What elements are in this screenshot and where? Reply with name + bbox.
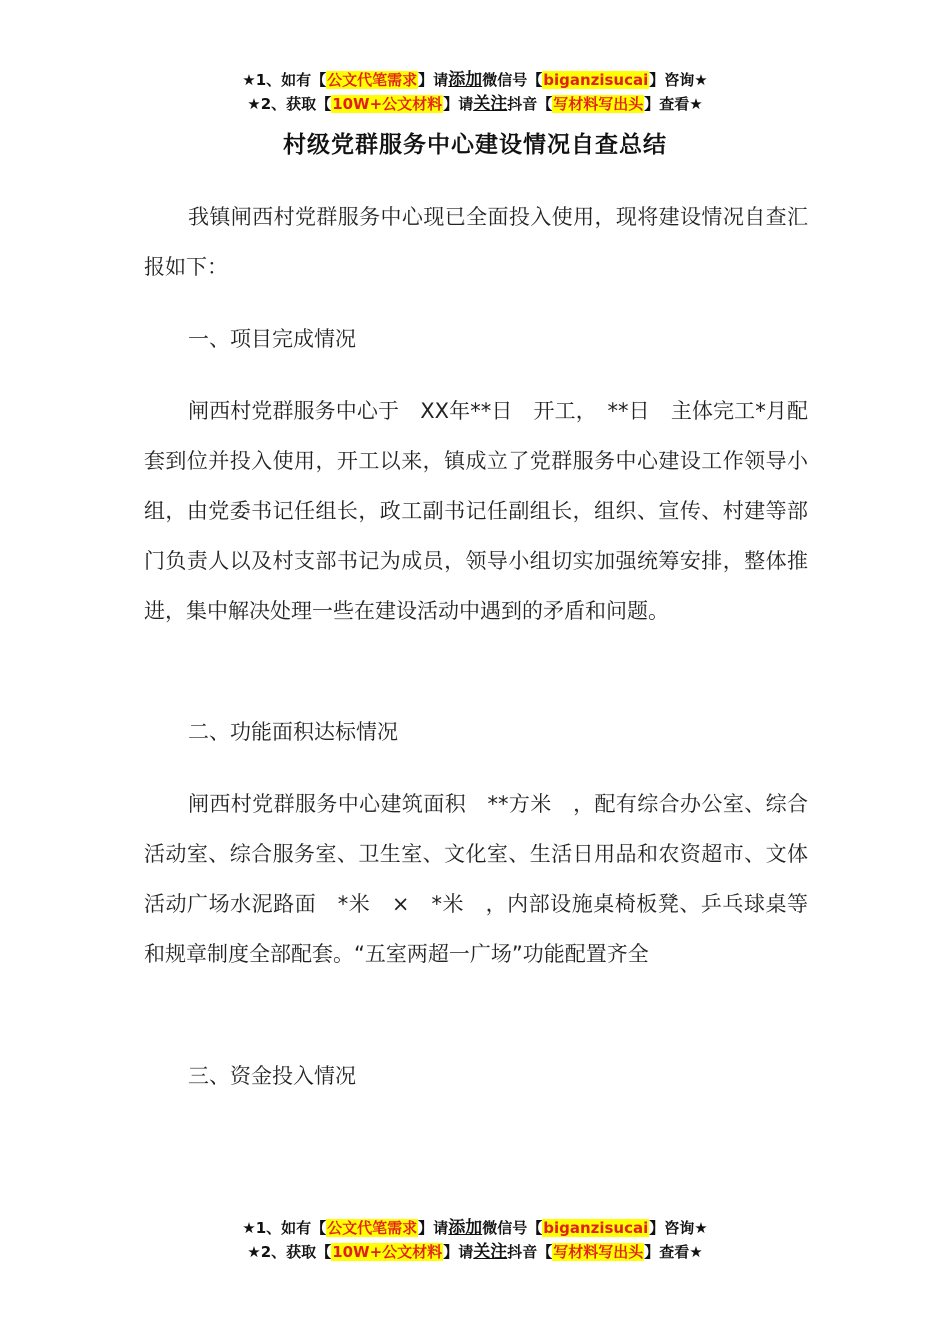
banner-text: ★1、如有【 <box>242 71 327 89</box>
highlight-douyin: 写材料写出头 <box>553 95 644 113</box>
section-2-paragraph <box>144 779 808 979</box>
intro-paragraph <box>144 192 808 292</box>
banner-text: ★2、获取【 <box>247 1243 332 1261</box>
section-3-heading <box>144 1051 808 1101</box>
banner-emphasis: 关注 <box>473 1242 508 1262</box>
banner-text: 】咨询★ <box>649 1219 708 1237</box>
bottom-banner <box>0 1216 950 1264</box>
highlight-douyin: 写材料写出头 <box>553 1243 644 1261</box>
highlight-materials: 10W+公文材料 <box>332 95 443 113</box>
section-heading-text: 三、资金投入情况 <box>188 1064 356 1088</box>
banner-text: 微信号【 <box>482 1219 543 1237</box>
section-2-heading <box>144 707 808 757</box>
banner-text: 】请 <box>418 1219 449 1237</box>
highlight-wechat-id: biganzisucai <box>543 1219 649 1237</box>
banner-text: 】请 <box>418 71 449 89</box>
banner-text: ★2、获取【 <box>247 95 332 113</box>
section-1-text: 闸西村党群服务中心于 XX年**日 开工， **日 主体完工*月配套到位并投入使用，开工以来，镇成立了党群服务中心建设工作领导小组，由党委书记任组长，政工副书记任副组长，组织、宣传、村建等部门负责人以及村支部书记为成员，领导小组切实加强统筹安排，整体推进，集中解决处理一些在建设活动中遇到的矛盾和问题。 <box>144 399 808 623</box>
highlight-materials: 10W+公文材料 <box>332 1243 443 1261</box>
highlight-wechat-id: biganzisucai <box>543 71 649 89</box>
section-1-paragraph <box>144 386 808 636</box>
banner-line-2 <box>0 1240 950 1264</box>
banner-text: 】请 <box>443 95 474 113</box>
banner-text: 】查看★ <box>644 95 703 113</box>
banner-line-2 <box>0 92 950 116</box>
banner-text: 抖音【 <box>507 1243 553 1261</box>
banner-text: 抖音【 <box>507 95 553 113</box>
banner-text: ★1、如有【 <box>242 1219 327 1237</box>
banner-text: 】查看★ <box>644 1243 703 1261</box>
banner-emphasis: 添加 <box>448 1218 483 1238</box>
highlight-service: 公文代笔需求 <box>327 1219 418 1237</box>
banner-emphasis: 添加 <box>448 70 483 90</box>
intro-text: 我镇闸西村党群服务中心现已全面投入使用，现将建设情况自查汇报如下： <box>144 205 808 279</box>
section-2-text: 闸西村党群服务中心建筑面积 **方米 ，配有综合办公室、综合活动室、综合服务室、卫生室、文化室、生活日用品和农资超市、文体活动广场水泥路面 *米 × *米 ，内部设施桌椅板凳、乒乓球桌等和规章制度全部配套。“五室两超一广场”功能配置齐全 <box>144 792 808 966</box>
section-heading-text: 一、项目完成情况 <box>188 327 356 351</box>
highlight-service: 公文代笔需求 <box>327 71 418 89</box>
banner-text: 微信号【 <box>482 71 543 89</box>
banner-line-1 <box>0 1216 950 1240</box>
section-heading-text: 二、功能面积达标情况 <box>188 720 398 744</box>
banner-emphasis: 关注 <box>473 94 508 114</box>
banner-text: 】请 <box>443 1243 474 1261</box>
banner-text: 】咨询★ <box>649 71 708 89</box>
banner-line-1 <box>0 68 950 92</box>
section-1-heading <box>144 314 808 364</box>
top-banner <box>0 68 950 116</box>
document-title: 村级党群服务中心建设情况自查总结 <box>283 132 667 158</box>
